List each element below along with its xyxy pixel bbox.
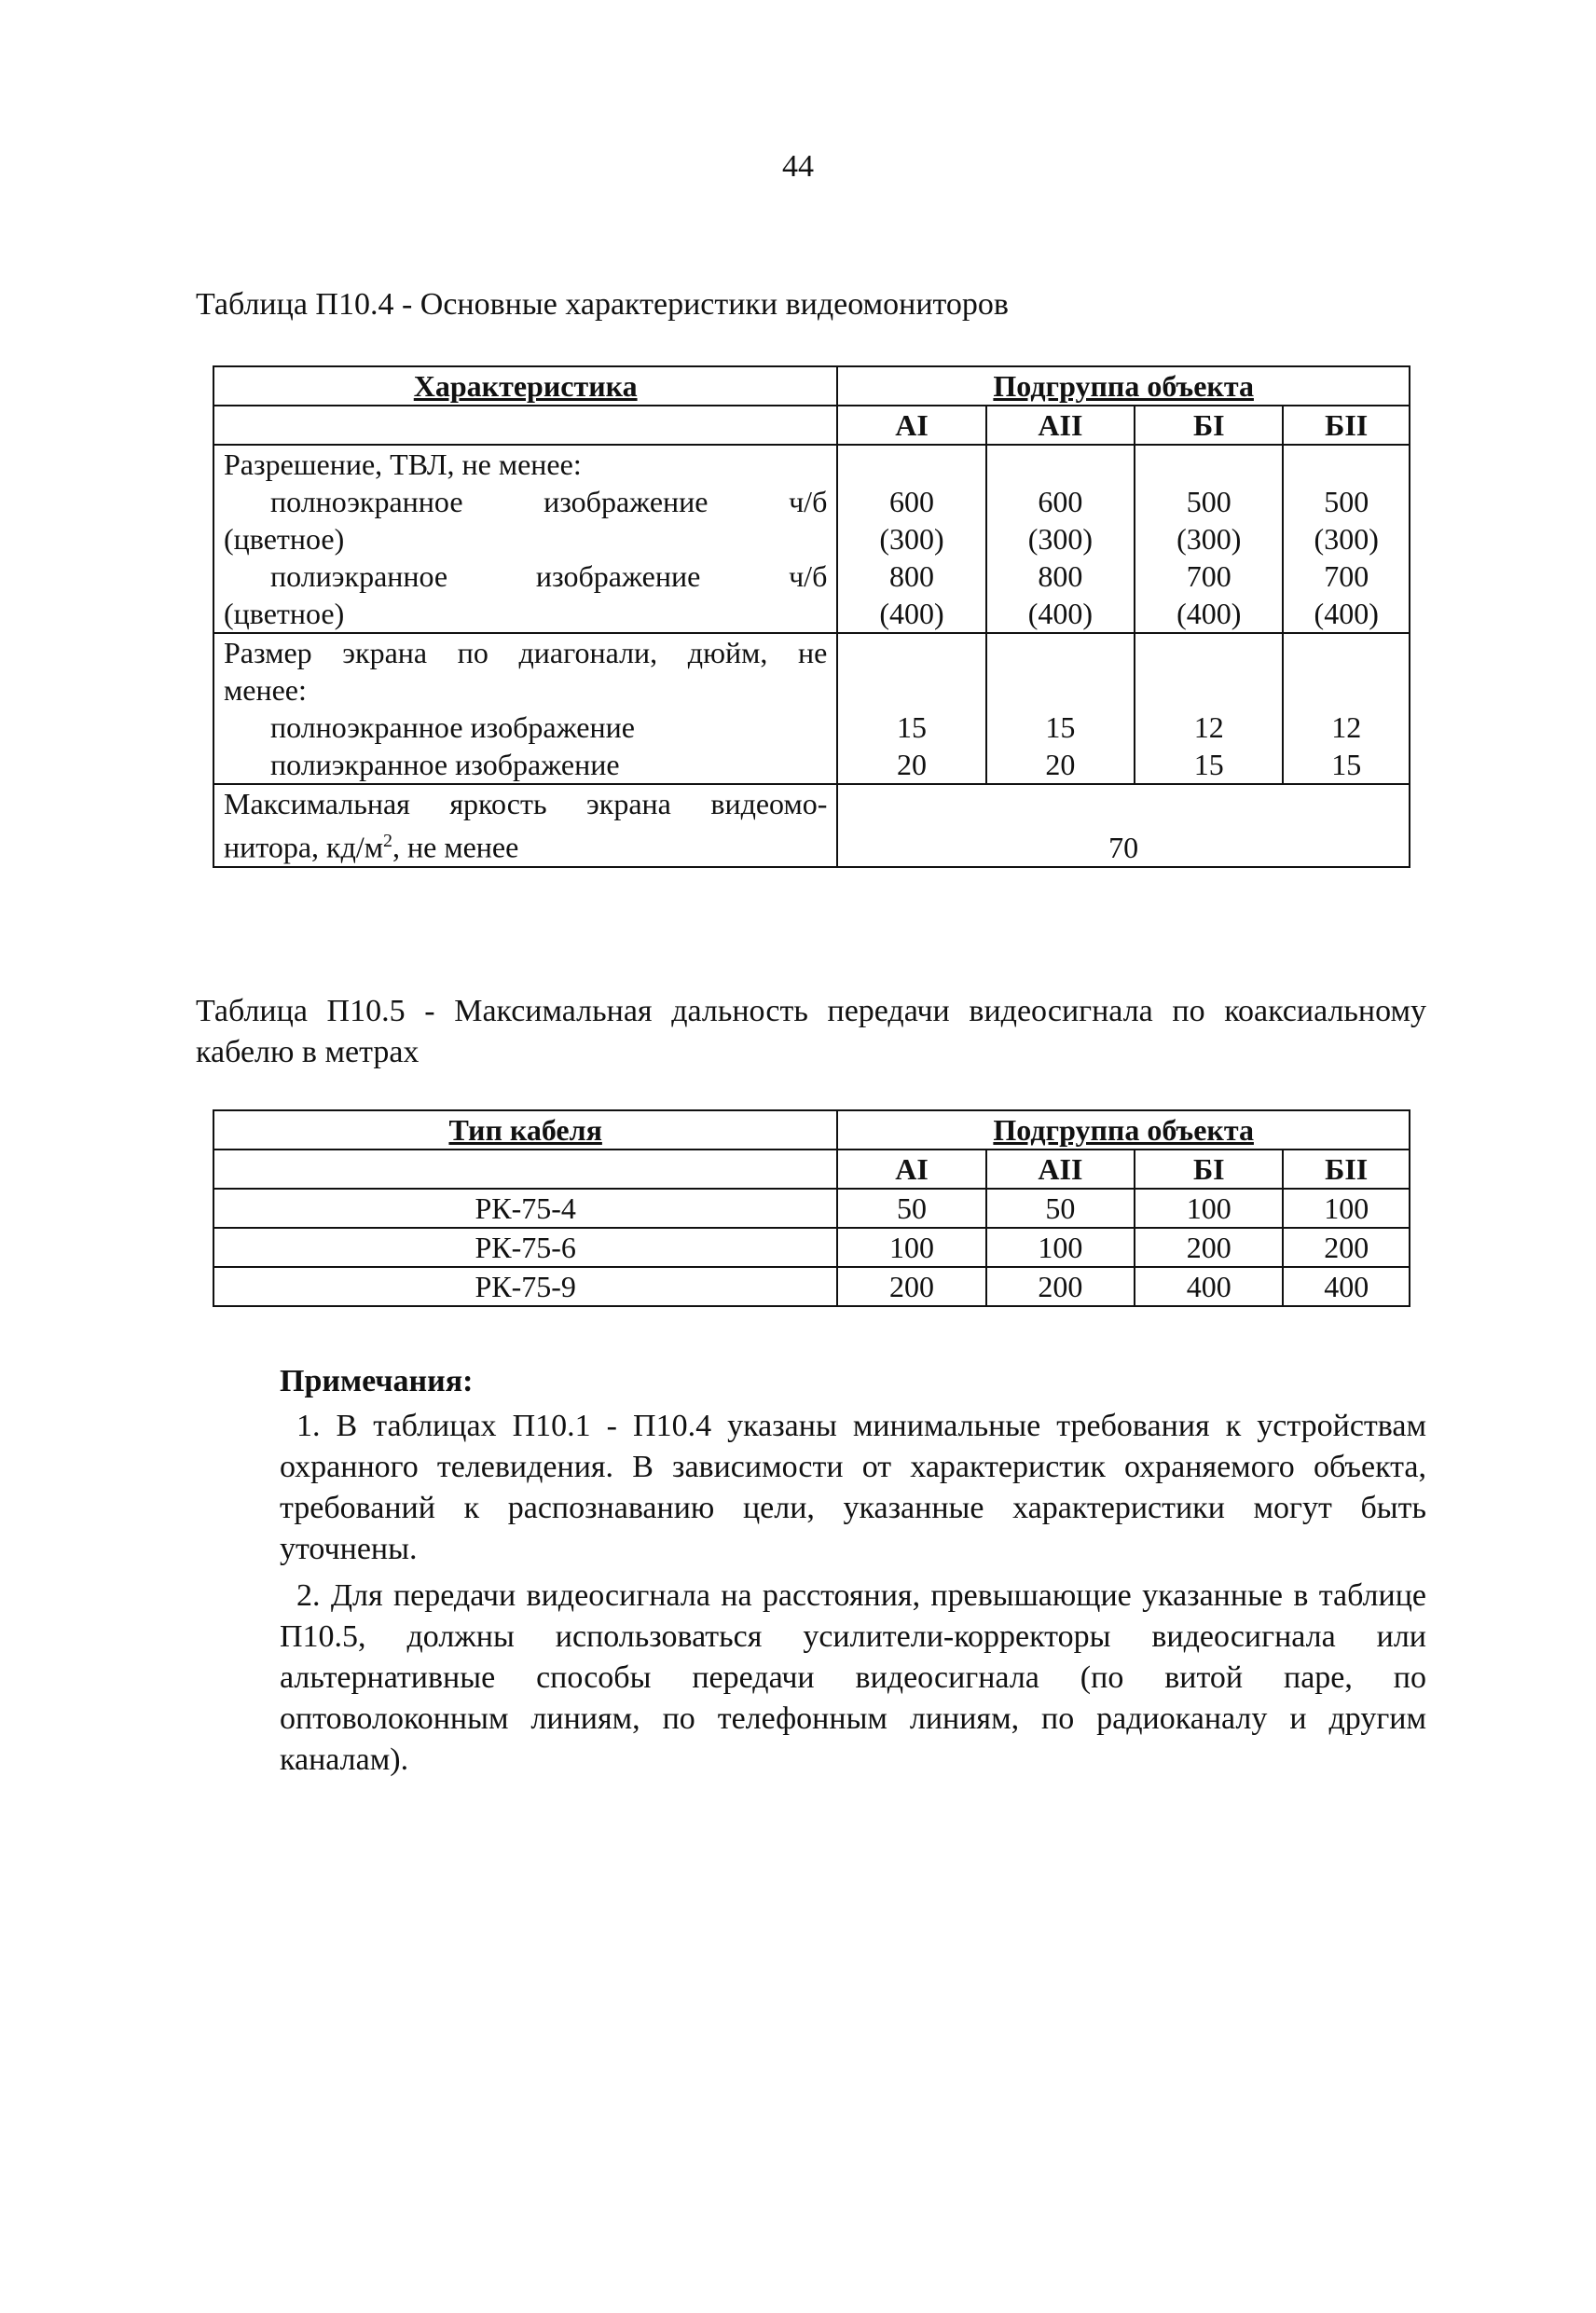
resolution-label: Разрешение, ТВЛ, не менее: — [224, 447, 582, 481]
value: 700 — [1324, 559, 1369, 593]
value: (400) — [879, 597, 944, 630]
value: 20 — [897, 748, 928, 781]
value: (400) — [1027, 597, 1094, 630]
value: 100 — [1283, 1189, 1410, 1228]
brightness-value: 70 — [837, 784, 1410, 867]
value: 100 — [986, 1228, 1135, 1267]
value: 100 — [837, 1228, 985, 1267]
table-row — [213, 1189, 1410, 1228]
subgroup-header: Подгруппа объекта — [837, 366, 1410, 406]
value: (300) — [1176, 522, 1242, 556]
cable-type: РК-75-9 — [213, 1267, 837, 1306]
column-header: АII — [986, 1150, 1135, 1189]
value: 200 — [986, 1267, 1135, 1306]
value: 400 — [1283, 1267, 1410, 1306]
empty-header-cell — [213, 406, 837, 445]
value: (400) — [1314, 597, 1379, 630]
cable-type: РК-75-6 — [213, 1228, 837, 1267]
value: 600 — [1038, 485, 1083, 518]
brightness-label: Максимальная яркость экрана видеомо- — [224, 787, 828, 820]
table-row — [213, 1267, 1410, 1306]
resolution-row — [213, 445, 1410, 633]
value: (300) — [879, 522, 944, 556]
value: 50 — [837, 1189, 985, 1228]
value: 15 — [1193, 748, 1224, 781]
screen-size-label-cell — [213, 633, 837, 784]
value: 800 — [1038, 559, 1083, 593]
cable-type-header: Тип кабеля — [213, 1110, 837, 1150]
fullscreen-color-label: (цветное) — [224, 522, 345, 556]
column-header: БI — [1135, 1150, 1283, 1189]
value: 700 — [1186, 559, 1231, 593]
value: 500 — [1324, 485, 1369, 518]
brightness-label-cell — [213, 784, 837, 867]
value: 12 — [1331, 710, 1362, 744]
subgroup-header: Подгруппа объекта — [837, 1110, 1410, 1150]
empty-header-cell — [213, 1150, 837, 1189]
value: 12 — [1193, 710, 1224, 744]
value: (300) — [1314, 522, 1379, 556]
transmission-distance-table — [213, 1109, 1410, 1307]
cable-type: РК-75-4 — [213, 1189, 837, 1228]
resolution-cell — [986, 445, 1135, 633]
value: 200 — [837, 1267, 985, 1306]
table1-caption: Таблица П10.4 - Основные характеристики видеомониторов — [196, 287, 1009, 322]
multiscreen-size-label: полиэкранное изображение — [270, 748, 620, 781]
column-header: БII — [1283, 406, 1410, 445]
note-item: 2. Для передачи видеосигнала на расстояния, превышающие указанные в таблице П10.5, должны использоваться усилители-корректоры видеосигнала или альтернативные способы передачи видеосигнала (по витой паре, по оптоволоконным линиям, по телефонным линиям, по радиоканалу и другим каналам). — [280, 1578, 1426, 1777]
screen-size-row — [213, 633, 1410, 784]
brightness-row — [213, 784, 1410, 867]
value: 800 — [889, 559, 935, 593]
value: 400 — [1135, 1267, 1283, 1306]
fullscreen-resolution-label: полноэкранное изображение ч/б — [270, 485, 828, 518]
column-header: АII — [986, 406, 1135, 445]
screen-size-label: Размер экрана по диагонали, дюйм, не — [224, 636, 828, 669]
page-number: 44 — [782, 149, 814, 184]
value: (400) — [1176, 597, 1242, 630]
value: 15 — [897, 710, 928, 744]
screen-size-cell — [1135, 633, 1283, 784]
table-row — [213, 1228, 1410, 1267]
screen-size-cell — [1283, 633, 1410, 784]
brightness-label-cont: нитора, $кд/м^2$, не менее — [224, 830, 519, 864]
multiscreen-resolution-label: полиэкранное изображение ч/б — [270, 559, 828, 593]
column-header: АI — [837, 406, 985, 445]
value: 600 — [889, 485, 935, 518]
column-header: БII — [1283, 1150, 1410, 1189]
value: 15 — [1331, 748, 1362, 781]
value: 100 — [1135, 1189, 1283, 1228]
multiscreen-color-label: (цветное) — [224, 597, 345, 630]
resolution-cell — [1283, 445, 1410, 633]
resolution-cell — [1135, 445, 1283, 633]
column-header: БI — [1135, 406, 1283, 445]
resolution-cell — [837, 445, 985, 633]
monitor-characteristics-table — [213, 365, 1410, 868]
screen-size-label-cont: менее: — [224, 673, 307, 707]
value: 20 — [1045, 748, 1076, 781]
notes-section — [280, 1361, 1426, 1786]
note-item: 1. В таблицах П10.1 - П10.4 указаны минимальные требования к устройствам охранного телевидения. В зависимости от характеристик охраняемого объекта, требований к распознаванию цели, указанные характеристики могут быть уточнены. — [280, 1409, 1426, 1566]
value: 200 — [1135, 1228, 1283, 1267]
fullscreen-size-label: полноэкранное изображение — [270, 710, 635, 744]
screen-size-cell — [986, 633, 1135, 784]
value: 500 — [1186, 485, 1231, 518]
column-header: АI — [837, 1150, 985, 1189]
value: 50 — [986, 1189, 1135, 1228]
value: 15 — [1045, 710, 1076, 744]
resolution-label-cell — [213, 445, 837, 633]
screen-size-cell — [837, 633, 985, 784]
notes-title: Примечания: — [280, 1364, 474, 1398]
table2-caption: Таблица П10.5 - Максимальная дальность передачи видеосигнала по коаксиальному кабелю в метрах — [196, 994, 1426, 1069]
value: 200 — [1283, 1228, 1410, 1267]
value: (300) — [1027, 522, 1094, 556]
characteristic-header: Характеристика — [213, 366, 837, 406]
